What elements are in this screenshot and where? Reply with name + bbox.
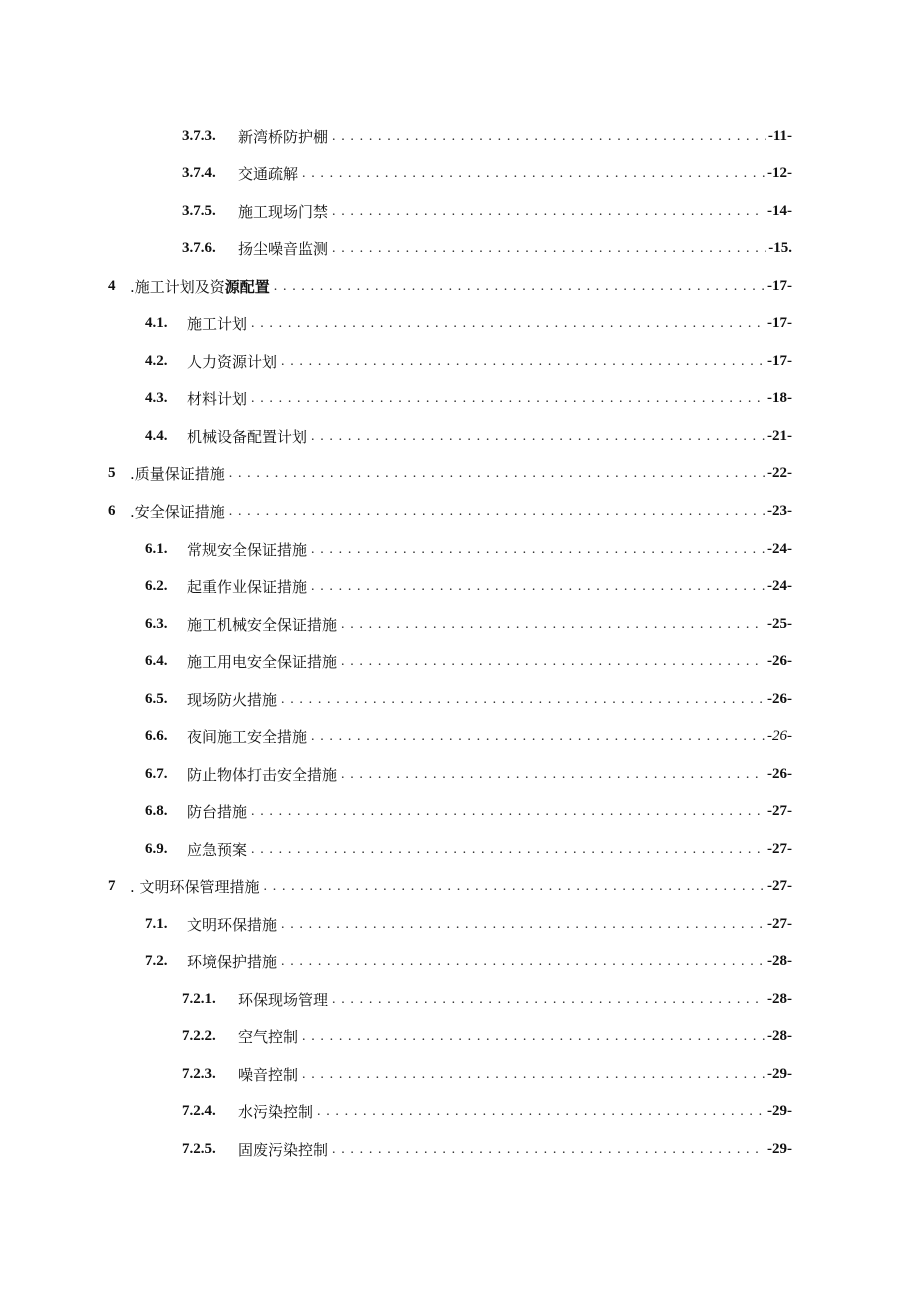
toc-title: 人力资源计划 — [187, 352, 278, 371]
dot-leader — [251, 802, 765, 820]
toc-number: 6.7. — [145, 765, 168, 782]
toc-number: 7.1. — [145, 915, 168, 932]
toc-page: -29- — [767, 1065, 792, 1082]
dot-leader — [229, 464, 765, 482]
toc-number: 6.5. — [145, 690, 168, 707]
toc-title: 现场防火措施 — [187, 690, 278, 709]
toc-page: -12- — [767, 164, 792, 181]
toc-title: 材料计划 — [187, 389, 248, 408]
toc-title: 防止物体打击安全措施 — [187, 765, 338, 784]
toc-page: -23- — [767, 502, 792, 519]
toc-title: 噪音控制 — [238, 1065, 299, 1084]
toc-number: 6.2. — [145, 577, 168, 594]
toc-entry[interactable] — [182, 236, 792, 260]
dot-leader — [251, 840, 765, 858]
toc-entry[interactable] — [182, 1137, 792, 1161]
toc-title: 扬尘噪音监测 — [238, 239, 329, 258]
toc-entry[interactable] — [145, 837, 792, 861]
toc-page: -28- — [767, 990, 792, 1007]
dot-leader — [332, 127, 766, 145]
toc-title: 文明环保措施 — [187, 915, 278, 934]
toc-page: -26- — [767, 765, 792, 782]
toc-entry[interactable] — [145, 424, 792, 448]
toc-entry[interactable] — [145, 649, 792, 673]
toc-entry[interactable] — [182, 1024, 792, 1048]
toc-number: 6.3. — [145, 615, 168, 632]
toc-page: -26- — [767, 690, 792, 707]
toc-number: 6 — [108, 502, 116, 519]
dot-leader — [332, 239, 766, 257]
toc-page: -27- — [767, 877, 792, 894]
toc-title: 水污染控制 — [238, 1102, 314, 1121]
toc-number: 7.2.4. — [182, 1102, 216, 1119]
dot-leader — [341, 652, 765, 670]
toc-number: 6.8. — [145, 802, 168, 819]
toc-entry[interactable] — [182, 1062, 792, 1086]
toc-entry[interactable] — [182, 161, 792, 185]
dot-leader — [311, 540, 765, 558]
toc-page: -17- — [767, 277, 792, 294]
toc-number: 7 — [108, 877, 116, 894]
toc-number: 6.9. — [145, 840, 168, 857]
toc-entry[interactable] — [145, 311, 792, 335]
toc-page: -24- — [767, 577, 792, 594]
toc-number: 3.7.3. — [182, 127, 216, 144]
toc-title: 起重作业保证措施 — [187, 577, 308, 596]
dot-leader — [332, 990, 765, 1008]
toc-number: 4.3. — [145, 389, 168, 406]
toc-title: 防台措施 — [187, 802, 248, 821]
toc-title: 常规安全保证措施 — [187, 540, 308, 559]
toc-number: 7.2.2. — [182, 1027, 216, 1044]
dot-leader — [311, 727, 765, 745]
toc-entry[interactable] — [145, 574, 792, 598]
toc-title: 交通疏解 — [238, 164, 299, 183]
toc-number: 4 — [108, 277, 116, 294]
toc-title-part-bold: 源配置 — [224, 277, 270, 296]
toc-entry[interactable] — [108, 874, 792, 898]
toc-page: -17- — [767, 352, 792, 369]
toc-number: 3.7.4. — [182, 164, 216, 181]
toc-title: 机械设备配置计划 — [187, 427, 308, 446]
toc-entry[interactable] — [145, 537, 792, 561]
toc-page: -11- — [767, 127, 792, 144]
dot-leader — [281, 352, 765, 370]
toc-entry[interactable] — [145, 386, 792, 410]
toc-page: -21- — [767, 427, 792, 444]
toc-entry[interactable] — [182, 199, 792, 223]
toc-entry[interactable] — [145, 724, 792, 748]
dot-leader — [281, 690, 765, 708]
dot-leader — [311, 577, 765, 595]
toc-title: 夜间施工安全措施 — [187, 727, 308, 746]
toc-number: 7.2.5. — [182, 1140, 216, 1157]
toc-entry[interactable] — [108, 499, 792, 523]
toc-title: 固废污染控制 — [238, 1140, 329, 1159]
toc-page: -26- — [767, 727, 792, 744]
toc-number: 6.6. — [145, 727, 168, 744]
toc-title: .质量保证措施 — [130, 464, 225, 483]
dot-leader — [251, 314, 765, 332]
toc-title: 环境保护措施 — [187, 952, 278, 971]
dot-leader — [251, 389, 765, 407]
toc-entry[interactable] — [182, 987, 792, 1011]
toc-number: 7.2.3. — [182, 1065, 216, 1082]
toc-page: -28- — [767, 1027, 792, 1044]
toc-title-part: .施工计划及资 — [130, 277, 225, 296]
toc-page: -14- — [767, 202, 792, 219]
toc-entry[interactable] — [108, 274, 792, 298]
toc-page: -26- — [767, 652, 792, 669]
toc-page: -27- — [767, 840, 792, 857]
dot-leader — [274, 277, 765, 295]
toc-title: 环保现场管理 — [238, 990, 329, 1009]
toc-entry[interactable] — [145, 949, 792, 973]
dot-leader — [281, 915, 765, 933]
toc-page: -29- — [767, 1102, 792, 1119]
dot-leader — [332, 202, 765, 220]
toc-page: -18- — [767, 389, 792, 406]
toc-entry[interactable] — [145, 762, 792, 786]
toc-page: -22- — [767, 464, 792, 481]
toc-number: 3.7.5. — [182, 202, 216, 219]
toc-number: 7.2. — [145, 952, 168, 969]
toc-title: 空气控制 — [238, 1027, 299, 1046]
toc-title: 施工计划 — [187, 314, 248, 333]
toc-entry[interactable] — [108, 461, 792, 485]
toc-entry[interactable] — [145, 612, 792, 636]
toc-page: -25- — [767, 615, 792, 632]
toc-page: -24- — [767, 540, 792, 557]
dot-leader — [302, 1027, 765, 1045]
toc-page: -27- — [767, 802, 792, 819]
toc-entry[interactable] — [182, 124, 792, 148]
dot-leader — [229, 502, 765, 520]
toc-number: 4.4. — [145, 427, 168, 444]
toc-entry[interactable] — [145, 912, 792, 936]
toc-page: -29- — [767, 1140, 792, 1157]
toc-entry[interactable] — [182, 1099, 792, 1123]
dot-leader — [264, 877, 765, 895]
toc-page: -17- — [767, 314, 792, 331]
dot-leader — [302, 164, 765, 182]
toc-entry[interactable] — [145, 799, 792, 823]
toc-number: 5 — [108, 464, 116, 481]
toc-number: 4.2. — [145, 352, 168, 369]
toc-page: -28- — [767, 952, 792, 969]
toc-page: -15. — [768, 239, 792, 256]
toc-entry[interactable] — [145, 687, 792, 711]
toc-page: -27- — [767, 915, 792, 932]
dot-leader — [311, 427, 765, 445]
toc-title: 施工用电安全保证措施 — [187, 652, 338, 671]
toc-number: 6.1. — [145, 540, 168, 557]
toc-title — [130, 276, 274, 297]
dot-leader — [332, 1140, 765, 1158]
toc-number: 7.2.1. — [182, 990, 216, 1007]
toc-title: 应急预案 — [187, 840, 248, 859]
toc-title: 施工现场门禁 — [238, 202, 329, 221]
toc-title: 新湾桥防护棚 — [238, 127, 329, 146]
toc-entry[interactable] — [145, 349, 792, 373]
toc-number: 6.4. — [145, 652, 168, 669]
toc-title: 施工机械安全保证措施 — [187, 615, 338, 634]
toc-number: 3.7.6. — [182, 239, 216, 256]
toc-title: . 文明环保管理措施 — [130, 877, 260, 896]
dot-leader — [317, 1102, 765, 1120]
dot-leader — [341, 615, 765, 633]
toc-number: 4.1. — [145, 314, 168, 331]
dot-leader — [281, 952, 765, 970]
dot-leader — [302, 1065, 765, 1083]
dot-leader — [341, 765, 765, 783]
toc-title: .安全保证措施 — [130, 502, 225, 521]
